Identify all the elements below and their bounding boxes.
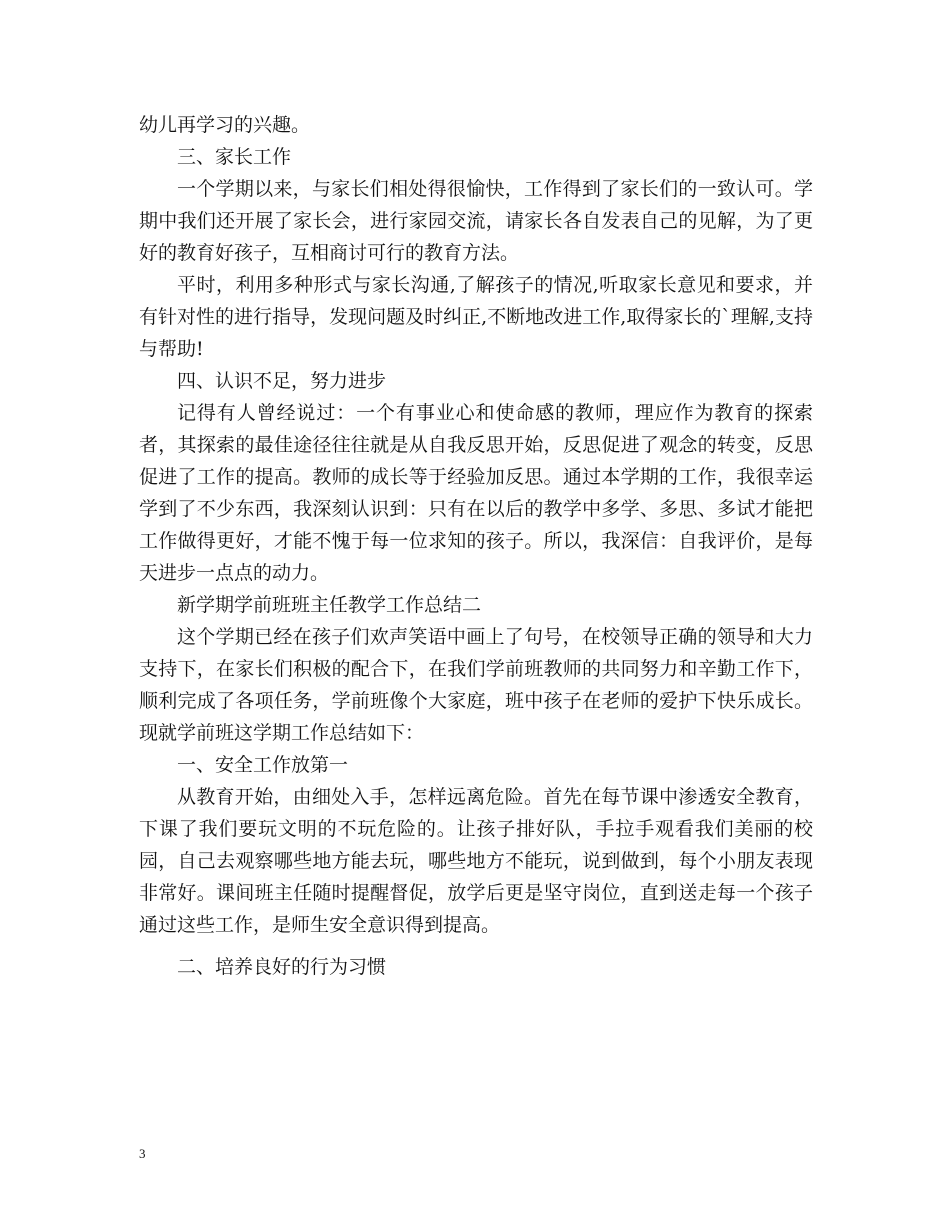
paragraph-safety-education: 从教育开始，由细处入手，怎样远离危险。首先在每节课中渗透安全教育，下课了我们要玩文明的不玩危险的。让孩子排好队，手拉手观看我们美丽的校园，自己去观察哪些地方能去玩，哪些地方不能玩，说到做到，每个小朋友表现非常好。课间班主任随时提醒督促，放学后更是坚守岗位，直到送走每一个孩子通过这些工作，是师生安全意识得到提高。 bbox=[139, 786, 813, 936]
heading-shortcomings: 四、认识不足，努力进步 bbox=[177, 370, 387, 392]
heading-good-habits: 二、培养良好的行为习惯 bbox=[177, 956, 387, 978]
paragraph-semester-intro: 这个学期已经在孩子们欢声笑语中画上了句号，在校领导正确的领导和大力支持下，在家长们积极的配合下，在我们学前班教师的共同努力和辛勤工作下，顺利完成了各项任务，学前班像个大家庭，班中孩子在老师的爱护下快乐成长。现就学前班这学期工作总结如下： bbox=[139, 626, 813, 744]
paragraph-daily-communication: 平时，利用多种形式与家长沟通,了解孩子的情况,听取家长意见和要求，并有针对性的进行指导，发现问题及时纠正,不断地改进工作,取得家长的`理解,支持与帮助! bbox=[139, 274, 813, 360]
heading-parent-work: 三、家长工作 bbox=[177, 146, 292, 168]
heading-safety-first: 一、安全工作放第一 bbox=[177, 754, 349, 776]
paragraph-continuation: 幼儿再学习的兴趣。 bbox=[139, 114, 311, 136]
heading-summary-two: 新学期学前班班主任教学工作总结二 bbox=[177, 594, 482, 616]
paragraph-parent-communication: 一个学期以来，与家长们相处得很愉快，工作得到了家长们的一致认可。学期中我们还开展了家长会，进行家园交流，请家长各自发表自己的见解，为了更好的教育好孩子，互相商讨可行的教育方法。 bbox=[139, 178, 813, 264]
page-number: 3 bbox=[139, 1146, 146, 1161]
document-body bbox=[139, 109, 813, 983]
paragraph-reflection: 记得有人曾经说过：一个有事业心和使命感的教师，理应作为教育的探索者，其探索的最佳途径往往就是从自我反思开始，反思促进了观念的转变，反思促进了工作的提高。教师的成长等于经验加反思。通过本学期的工作，我很幸运学到了不少东西，我深刻认识到：只有在以后的教学中多学、多思、多试才能把工作做得更好，才能不愧于每一位求知的孩子。所以，我深信：自我评价，是每天进步一点点的动力。 bbox=[139, 402, 813, 584]
